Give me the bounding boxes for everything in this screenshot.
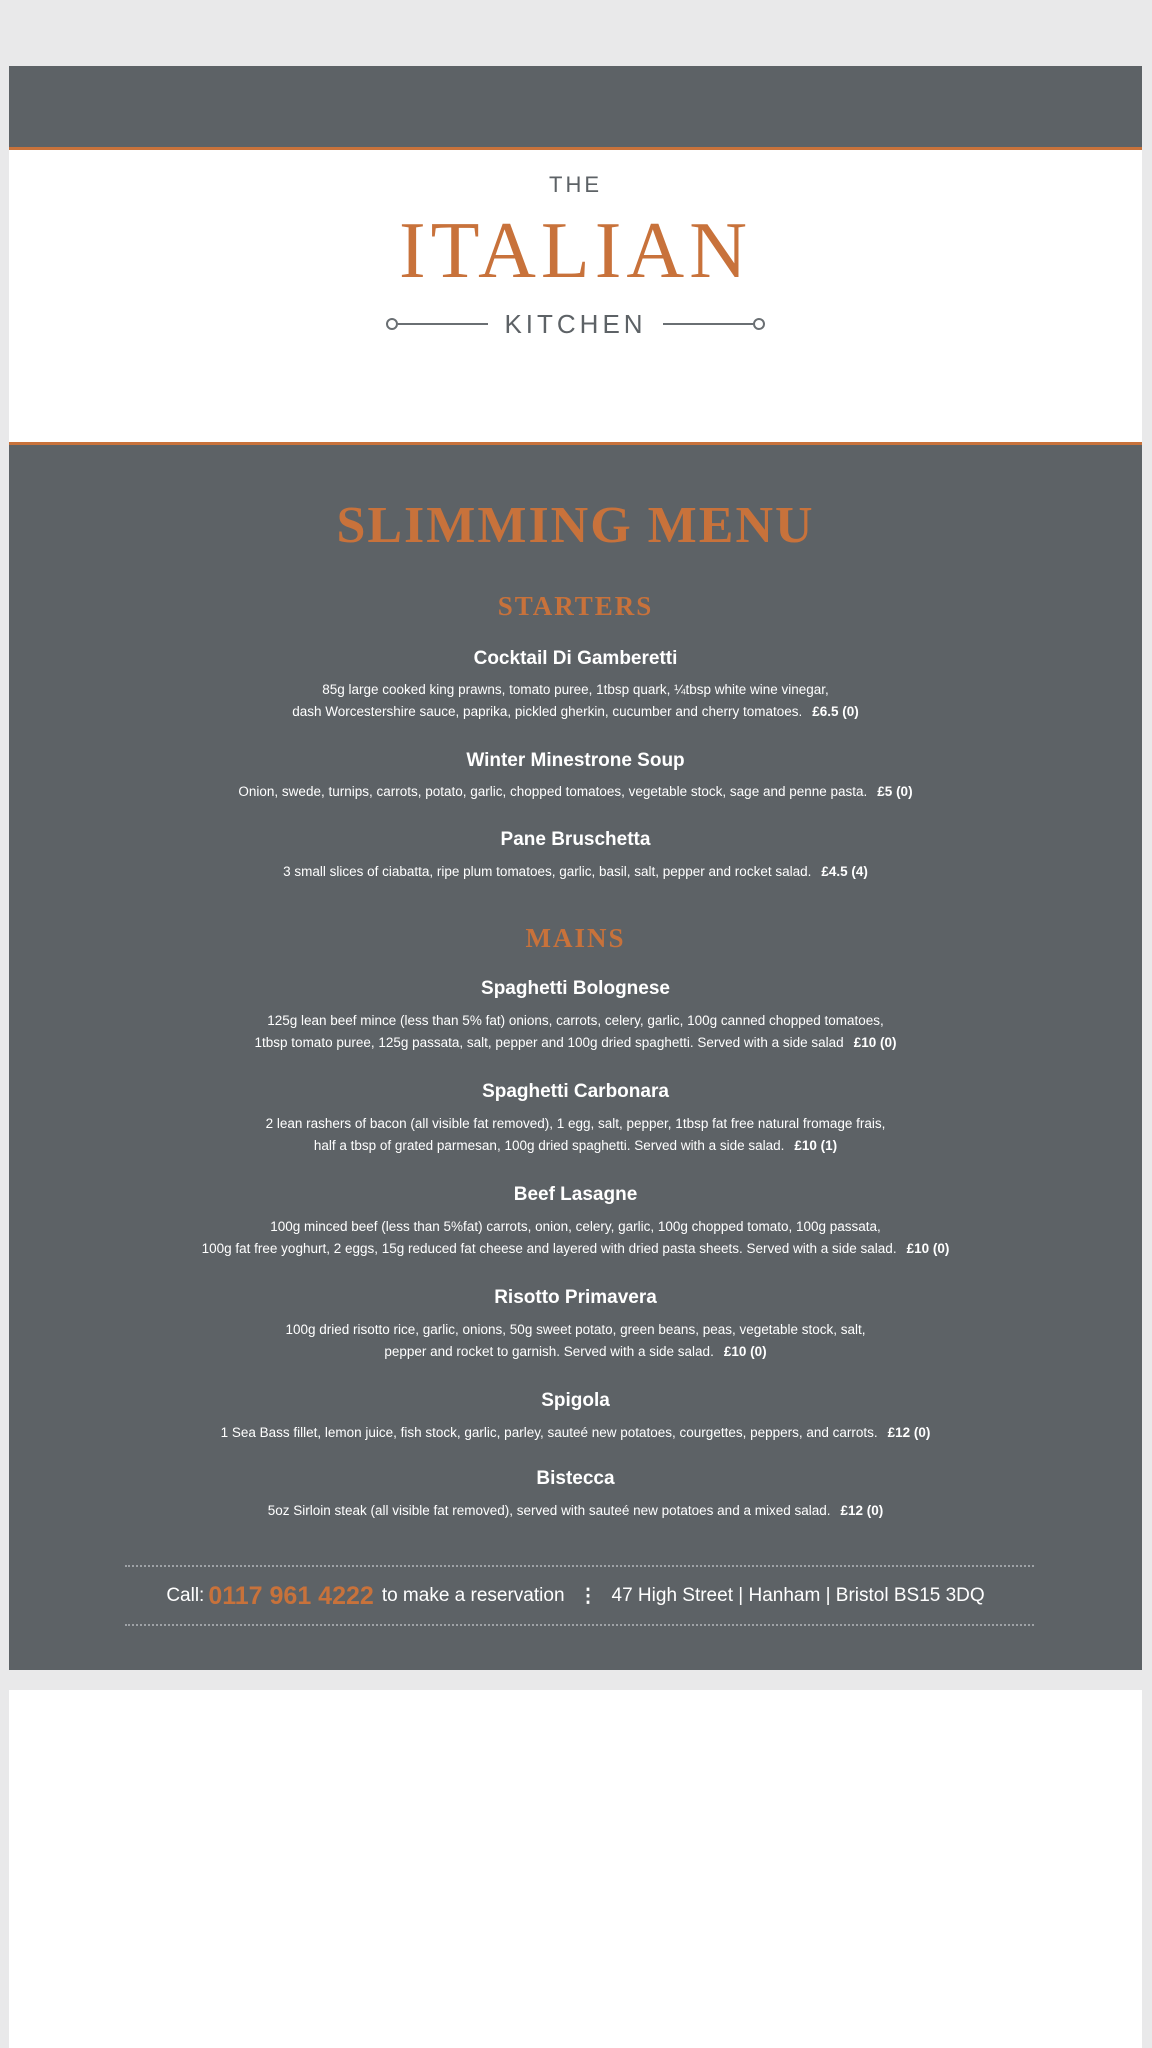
footer-contact [9, 1578, 1142, 1614]
dish-name: Spigola [541, 1390, 610, 1411]
dish-name: Spaghetti Carbonara [482, 1081, 669, 1102]
dish-description: 100g dried risotto rice, garlic, onions, 50g sweet potato, green beans, peas, vegetable stock, salt, pepper and rocket to garnish. Served with a side salad. £10 (0) [285, 1322, 866, 1359]
logo-subtitle [9, 304, 1142, 344]
dish-name: Bistecca [536, 1468, 615, 1489]
dish-price: £6.5 (0) [812, 704, 859, 719]
dish-name: Risotto Primavera [494, 1287, 657, 1308]
dish-name: Spaghetti Bolognese [481, 978, 670, 999]
dish-description: 1 Sea Bass fillet, lemon juice, fish stock, garlic, parley, sauteé new potatoes, courgettes, peppers, and carrots. £12 (0) [220, 1425, 931, 1440]
dish-description: 125g lean beef mince (less than 5% fat) onions, carrots, celery, garlic, 100g canned chopped tomatoes, 1tbsp tomato puree, 125g passata, salt, pepper and 100g dried spaghetti. Served with a side salad £10 (0) [254, 1013, 897, 1050]
reservation-text: to make a reservation [381, 1585, 565, 1606]
phone-number[interactable]: 0117 961 4222 [208, 1581, 374, 1610]
dish-description: 3 small slices of ciabatta, ripe plum tomatoes, garlic, basil, salt, pepper and rocket salad. £4.5 (4) [283, 864, 868, 879]
section-heading-starters: STARTERS [497, 591, 654, 621]
dish-price: £10 (1) [794, 1138, 838, 1153]
footer-divider-bottom [125, 1624, 1034, 1626]
call-label: Call: [166, 1585, 205, 1606]
dish-price: £10 (0) [723, 1344, 767, 1359]
footer-separator: ⋮ [578, 1585, 598, 1607]
dish-description: 2 lean rashers of bacon (all visible fat removed), 1 egg, salt, pepper, 1tbsp fat free natural fromage frais, half a tbsp of grated parmesan, 100g dried spaghetti. Served with a side salad. £10 (1) [265, 1116, 886, 1153]
dish-price: £5 (0) [877, 784, 913, 799]
dish-name: Cocktail Di Gamberetti [473, 648, 678, 669]
footer-divider-top [125, 1565, 1034, 1567]
dish-price: £12 (0) [840, 1503, 884, 1518]
logo-kitchen-text: KITCHEN [504, 308, 647, 339]
dish-name: Pane Bruschetta [500, 829, 651, 850]
address-text: 47 High Street | Hanham | Bristol BS15 3DQ [611, 1585, 985, 1606]
logo-band [9, 147, 1142, 445]
logo-title: ITALIAN [399, 207, 752, 295]
ornament-line-left [398, 323, 488, 325]
ornament-line-right [663, 323, 753, 325]
dish-description: Onion, swede, turnips, carrots, potato, garlic, chopped tomatoes, vegetable stock, sage and penne pasta. £5 (0) [238, 784, 913, 799]
dish-price: £10 (0) [906, 1241, 950, 1256]
ornament-dot-right [753, 318, 765, 330]
menu-title: SLIMMING MENU [336, 497, 815, 554]
ornament-dot-left [386, 318, 398, 330]
top-bar [9, 66, 1142, 147]
dish-description: 85g large cooked king prawns, tomato puree, 1tbsp quark, ¼tbsp white wine vinegar, dash Worcestershire sauce, paprika, pickled gherkin, cucumber and cherry tomatoes. £6.5 (0) [292, 682, 859, 719]
next-page-blank [9, 1690, 1142, 2048]
dish-name: Beef Lasagne [513, 1184, 638, 1205]
dish-price: £4.5 (4) [821, 864, 868, 879]
section-heading-mains: MAINS [525, 923, 626, 953]
dish-description: 5oz Sirloin steak (all visible fat removed), served with sauteé new potatoes and a mixed salad. £12 (0) [267, 1503, 884, 1518]
dish-name: Winter Minestrone Soup [466, 750, 685, 771]
dish-price: £12 (0) [887, 1425, 931, 1440]
dish-description: 100g minced beef (less than 5%fat) carrots, onion, celery, garlic, 100g chopped tomato, 100g passata, 100g fat free yoghurt, 2 eggs, 15g reduced fat cheese and layered with dried pasta sheets. Served with a side salad. £10 (0) [201, 1219, 950, 1256]
logo-the-text: THE [549, 172, 602, 197]
dish-price: £10 (0) [853, 1035, 897, 1050]
menu-sheet [9, 66, 1142, 1670]
